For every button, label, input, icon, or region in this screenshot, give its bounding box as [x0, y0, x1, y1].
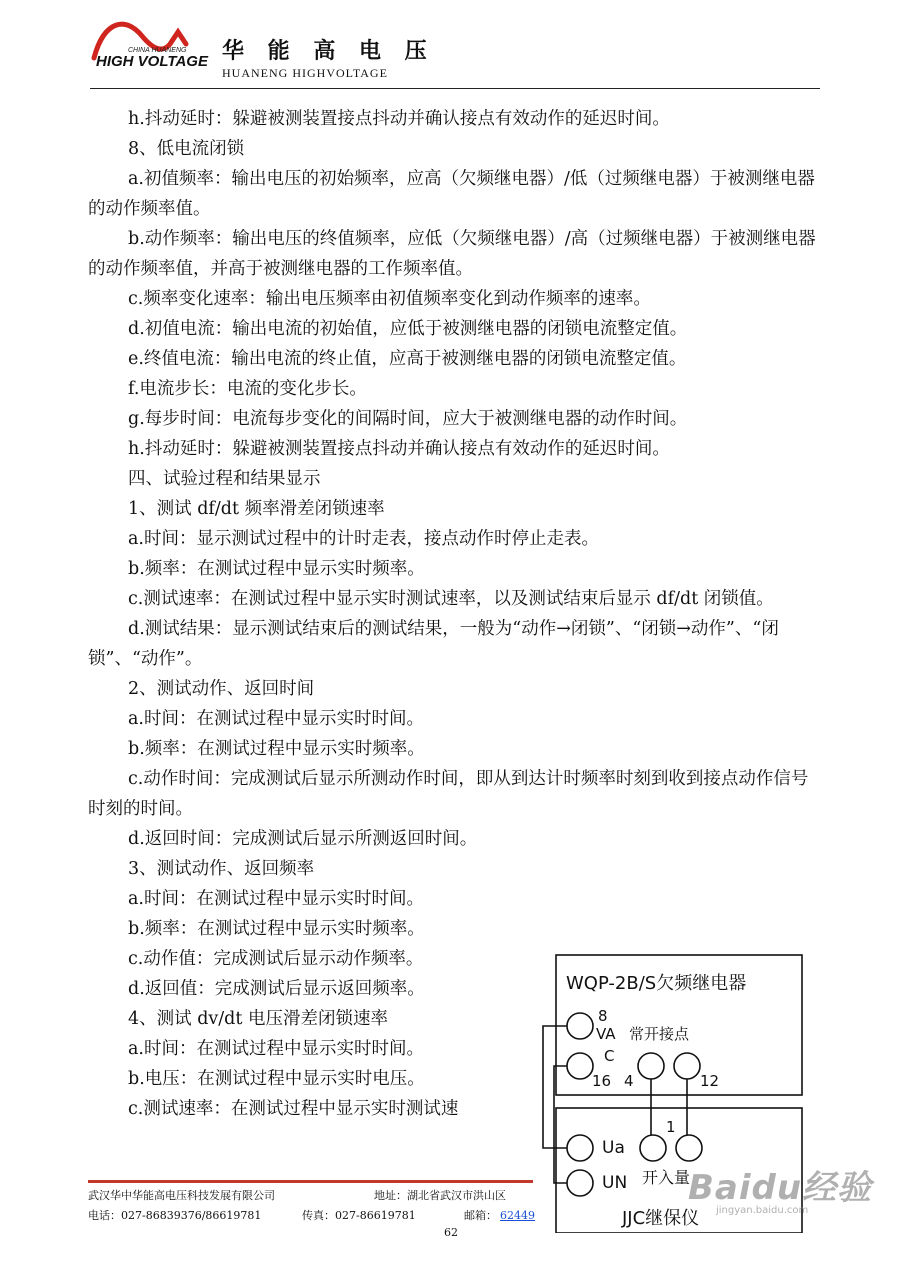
input-label: 开入量 — [642, 1168, 691, 1187]
text-line: c.动作值：完成测试后显示动作频率。 — [128, 949, 424, 969]
text-line: b.频率：在测试过程中显示实时频率。 — [128, 559, 425, 579]
text-line: h.抖动延时：躲避被测装置接点抖动并确认接点有效动作的延迟时间。 — [128, 439, 670, 459]
terminal-circle-un — [567, 1170, 593, 1196]
text-line: c.测试速率：在测试过程中显示实时测试速 — [128, 1099, 459, 1119]
company-name-en: HUANENG HIGHVOLTAGE — [222, 66, 388, 80]
terminal-label-un: UN — [602, 1173, 628, 1193]
text-line: b.电压：在测试过程中显示实时电压。 — [128, 1069, 425, 1089]
footer-company: 武汉华中华能高电压科技发展有限公司 — [88, 1189, 275, 1202]
company-logo — [90, 14, 218, 84]
page-header — [90, 14, 820, 88]
terminal-circle-8 — [567, 1013, 593, 1039]
watermark-url: jingyan.baidu.com — [716, 1205, 809, 1216]
footer-rule — [88, 1180, 533, 1183]
relay-title: WQP-2B/S欠频继电器 — [566, 973, 747, 994]
contact-label: 常开接点 — [629, 1025, 690, 1043]
terminal-label-12: 12 — [700, 1072, 720, 1090]
terminal-label-8: 8 — [598, 1007, 608, 1025]
section-heading: 2、测试动作、返回时间 — [128, 679, 315, 699]
text-line: d.返回值：完成测试后显示返回频率。 — [128, 979, 425, 999]
footer-fax: 传真：027-86619781 — [302, 1209, 416, 1222]
text-line: d.初值电流：输出电流的初始值，应低于被测继电器的闭锁电流整定值。 — [128, 319, 688, 339]
text-line: a.时间：在测试过程中显示实时时间。 — [128, 889, 424, 909]
baidu-watermark — [688, 1160, 872, 1216]
device-label: JJC继保仪 — [622, 1208, 700, 1229]
terminal-circle-ua — [567, 1135, 593, 1161]
wire-va-ua — [543, 1026, 567, 1148]
terminal-label-ua: Ua — [602, 1138, 625, 1158]
text-line: b.动作频率：输出电压的终值频率，应低（欠频继电器）/高（过频继电器）于被测继电器的动作频率值，并高于被测继电器的工作频率值。 — [88, 229, 816, 279]
section-heading: 4、测试 dv/dt 电压滑差闭锁速率 — [128, 1009, 388, 1029]
footer-address: 地址：湖北省武汉市洪山区 — [374, 1189, 506, 1202]
section-heading: 1、测试 df/dt 频率滑差闭锁速率 — [128, 499, 385, 519]
text-line: e.终值电流：输出电流的终止值，应高于被测继电器的闭锁电流整定值。 — [128, 349, 687, 369]
text-line: a.初值频率：输出电压的初始频率，应高（欠频继电器）/低（过频继电器）于被测继电器的动作频率值。 — [88, 169, 815, 219]
footer-phone: 电话：027-86839376/86619781 — [88, 1209, 262, 1222]
logo-main-text: HIGH VOLTAGE — [96, 53, 208, 70]
terminal-label-1: 1 — [666, 1118, 676, 1136]
text-line: b.频率：在测试过程中显示实时频率。 — [128, 919, 425, 939]
section-heading: 3、测试动作、返回频率 — [128, 859, 315, 879]
chapter-heading: 四、试验过程和结果显示 — [128, 469, 321, 489]
terminal-label-va: VA — [596, 1025, 616, 1043]
watermark-main: Baidu经验 — [688, 1168, 873, 1208]
footer-mail-label: 邮箱： — [464, 1209, 497, 1222]
text-line: d.返回时间：完成测试后显示所测返回时间。 — [128, 829, 478, 849]
page-number: 62 — [444, 1226, 458, 1239]
company-name-cn: 华 能 高 电 压 — [222, 39, 435, 64]
terminal-label-c: C — [604, 1047, 615, 1065]
header-rule — [90, 88, 820, 89]
text-line: g.每步时间：电流每步变化的间隔时间，应大于被测继电器的动作时间。 — [128, 409, 688, 429]
text-line: h.抖动延时：躲避被测装置接点抖动并确认接点有效动作的延迟时间。 — [128, 109, 670, 129]
page-footer — [88, 1186, 538, 1226]
terminal-circle-4 — [638, 1053, 664, 1079]
section-heading: 8、低电流闭锁 — [128, 139, 245, 159]
footer-mail-link[interactable]: 62449 — [500, 1209, 535, 1222]
terminal-label-16: 16 — [592, 1072, 612, 1090]
text-line: c.动作时间：完成测试后显示所测动作时间，即从到达计时频率时刻到收到接点动作信号时刻的时间。 — [88, 769, 809, 819]
terminal-label-4: 4 — [624, 1072, 634, 1090]
text-line: c.测试速率：在测试过程中显示实时测试速率，以及测试结束后显示 df/dt 闭锁值。 — [128, 589, 774, 609]
logo-top-text: CHINA HUANENG — [128, 47, 187, 54]
text-line: a.时间：显示测试过程中的计时走表，接点动作时停止走表。 — [128, 529, 599, 549]
terminal-circle-16 — [567, 1053, 593, 1079]
text-line: f.电流步长：电流的变化步长。 — [128, 379, 367, 399]
text-line: d.测试结果：显示测试结束后的测试结果，一般为“动作→闭锁”、“闭锁→动作”、“闭锁”、“动作”。 — [88, 619, 779, 669]
terminal-circle-in1 — [640, 1135, 666, 1161]
terminal-circle-in2 — [676, 1135, 702, 1161]
text-line: c.频率变化速率：输出电压频率由初值频率变化到动作频率的速率。 — [128, 289, 651, 309]
text-line: a.时间：在测试过程中显示实时时间。 — [128, 709, 424, 729]
text-line: a.时间：在测试过程中显示实时时间。 — [128, 1039, 424, 1059]
text-line: b.频率：在测试过程中显示实时频率。 — [128, 739, 425, 759]
terminal-circle-12 — [674, 1053, 700, 1079]
